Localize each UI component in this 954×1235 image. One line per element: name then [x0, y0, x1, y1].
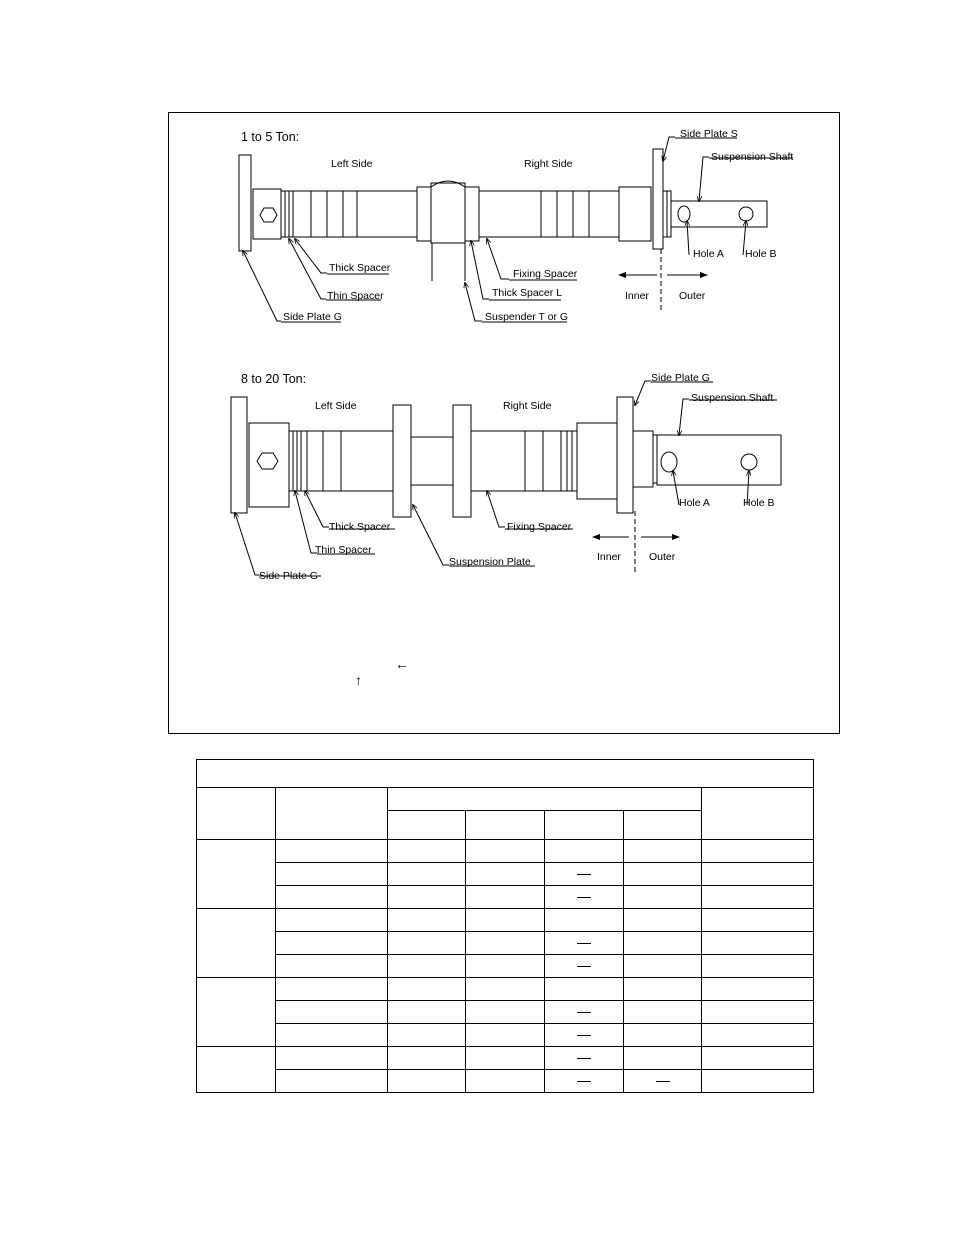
- right-side-label-2: Right Side: [503, 400, 552, 412]
- table-cell: [276, 909, 388, 932]
- table-cell: [545, 863, 624, 886]
- header-cell: [276, 788, 388, 840]
- table-cell: [702, 886, 814, 909]
- table-row: [197, 955, 814, 978]
- header-cell: [702, 788, 814, 840]
- subheader-cell: [624, 811, 702, 840]
- right-side-label-1: Right Side: [524, 158, 573, 170]
- suspension-plate-label: Suspension Plate: [449, 556, 531, 568]
- table-cell: [624, 978, 702, 1001]
- table-cell: [276, 932, 388, 955]
- table-cell: [466, 932, 545, 955]
- table-cell: [624, 863, 702, 886]
- table-cell: [702, 932, 814, 955]
- table-row: [197, 840, 814, 863]
- hole-a-label-1: Hole A: [693, 248, 724, 260]
- table-cell: [388, 909, 466, 932]
- table-row: [197, 978, 814, 1001]
- table-cell: [276, 1001, 388, 1024]
- table-cell: [702, 1024, 814, 1047]
- table-cell: [276, 1024, 388, 1047]
- table-cell: [545, 840, 624, 863]
- inner-label-2: Inner: [597, 551, 621, 563]
- arrow-left-icon: ←: [395, 656, 409, 672]
- table-cell: [702, 840, 814, 863]
- table-title-cell: [197, 760, 814, 788]
- spec-table-body: [197, 760, 814, 1093]
- dash-mark: [577, 1012, 591, 1013]
- header-group-cell: [388, 788, 702, 811]
- table-row: [197, 1001, 814, 1024]
- dash-mark: [577, 897, 591, 898]
- table-cell: [276, 840, 388, 863]
- dash-mark: [656, 1081, 670, 1082]
- side-plate-g-label-2: Side Plate G: [259, 570, 318, 582]
- table-cell: [545, 886, 624, 909]
- dash-mark: [577, 1081, 591, 1082]
- suspension-diagram: [169, 113, 841, 735]
- table-cell: [702, 1001, 814, 1024]
- hole-b-label-1: Hole B: [745, 248, 777, 260]
- table-cell: [388, 1070, 466, 1093]
- table-row: [197, 1024, 814, 1047]
- table-cell: [545, 1024, 624, 1047]
- dash-mark: [577, 1058, 591, 1059]
- diagram-1-title: 1 to 5 Ton:: [241, 130, 300, 144]
- table-cell: [545, 932, 624, 955]
- table-cell: [466, 1047, 545, 1070]
- table-cell: [388, 978, 466, 1001]
- suspension-shaft-label-2: Suspension Shaft: [691, 392, 774, 404]
- table-cell: [276, 978, 388, 1001]
- table-cell: [624, 1001, 702, 1024]
- side-plate-g-1: [239, 155, 251, 251]
- left-side-label-1: Left Side: [331, 158, 373, 170]
- fixing-spacer-label-2: Fixing Spacer: [507, 521, 572, 533]
- table-cell: [466, 1024, 545, 1047]
- dash-mark: [577, 1035, 591, 1036]
- group-cell: [197, 840, 276, 909]
- table-cell: [624, 840, 702, 863]
- table-cell: [388, 1024, 466, 1047]
- table-cell: [466, 909, 545, 932]
- side-plate-s-label: Side Plate S: [680, 128, 738, 140]
- arrow-up-icon: ↑: [355, 672, 362, 688]
- table-cell: [624, 1070, 702, 1093]
- table-cell: [276, 1070, 388, 1093]
- table-cell: [624, 1047, 702, 1070]
- dash-mark: [577, 874, 591, 875]
- subheader-cell: [388, 811, 466, 840]
- spec-table: [196, 759, 814, 1093]
- dash-mark: [577, 966, 591, 967]
- table-cell: [702, 863, 814, 886]
- table-cell: [388, 840, 466, 863]
- table-row: [197, 909, 814, 932]
- table-cell: [276, 863, 388, 886]
- group-cell: [197, 909, 276, 978]
- hole-a-label-2: Hole A: [679, 497, 710, 509]
- side-plate-g-top-label: Side Plate G: [651, 372, 710, 384]
- suspension-plate-left: [393, 405, 411, 517]
- table-cell: [388, 1001, 466, 1024]
- table-cell: [466, 840, 545, 863]
- table-title-row: [197, 760, 814, 788]
- table-cell: [276, 955, 388, 978]
- table-cell: [388, 955, 466, 978]
- table-cell: [466, 1070, 545, 1093]
- table-cell: [545, 1001, 624, 1024]
- dash-mark: [577, 943, 591, 944]
- suspender-label: Suspender T or G: [485, 311, 569, 323]
- table-cell: [466, 978, 545, 1001]
- table-cell: [624, 1024, 702, 1047]
- table-row: [197, 1070, 814, 1093]
- diagram-frame: [168, 112, 840, 734]
- thick-spacer-label-1: Thick Spacer: [329, 262, 391, 274]
- table-cell: [702, 1070, 814, 1093]
- suspension-shaft-label-1: Suspension Shaft: [711, 151, 794, 163]
- table-cell: [624, 955, 702, 978]
- table-cell: [545, 955, 624, 978]
- thin-spacer-label-2: Thin Spacer: [315, 544, 372, 556]
- table-cell: [466, 955, 545, 978]
- table-cell: [624, 909, 702, 932]
- outer-label-1: Outer: [679, 290, 706, 302]
- table-cell: [702, 978, 814, 1001]
- hex-bolt-icon: [260, 208, 277, 222]
- table-cell: [388, 886, 466, 909]
- table-row: [197, 886, 814, 909]
- thin-spacer-label-1: Thin Spacer: [327, 290, 384, 302]
- suspender-1: [431, 183, 465, 243]
- table-cell: [545, 1047, 624, 1070]
- table-cell: [545, 909, 624, 932]
- table-cell: [388, 863, 466, 886]
- table-cell: [466, 1001, 545, 1024]
- table-cell: [624, 932, 702, 955]
- table-header-row: [197, 788, 814, 811]
- group-cell: [197, 978, 276, 1047]
- side-plate-g-2: [231, 397, 247, 513]
- thick-spacer-l-label: Thick Spacer L: [492, 287, 563, 299]
- inner-label-1: Inner: [625, 290, 649, 302]
- outer-label-2: Outer: [649, 551, 676, 563]
- suspension-plate-right: [453, 405, 471, 517]
- side-plate-s-1: [653, 149, 663, 249]
- suspension-shaft-2: [657, 435, 781, 485]
- table-cell: [276, 1047, 388, 1070]
- subheader-cell: [466, 811, 545, 840]
- table-cell: [388, 932, 466, 955]
- hole-b-label-2: Hole B: [743, 497, 775, 509]
- table-row: [197, 932, 814, 955]
- table-row: [197, 1047, 814, 1070]
- left-side-label-2: Left Side: [315, 400, 357, 412]
- table-cell: [388, 1047, 466, 1070]
- table-cell: [702, 909, 814, 932]
- fixing-spacer-label-1: Fixing Spacer: [513, 268, 578, 280]
- table-cell: [545, 978, 624, 1001]
- table-cell: [545, 1070, 624, 1093]
- table-cell: [624, 886, 702, 909]
- subheader-cell: [545, 811, 624, 840]
- table-cell: [276, 886, 388, 909]
- table-cell: [702, 1047, 814, 1070]
- table-cell: [466, 863, 545, 886]
- thick-spacer-label-2: Thick Spacer: [329, 521, 391, 533]
- table-cell: [466, 886, 545, 909]
- diagram-2-title: 8 to 20 Ton:: [241, 372, 307, 386]
- side-plate-g-label-1: Side Plate G: [283, 311, 342, 323]
- side-plate-g-right: [617, 397, 633, 513]
- table-cell: [702, 955, 814, 978]
- hex-bolt-icon: [257, 453, 278, 469]
- group-cell: [197, 1047, 276, 1093]
- table-row: [197, 863, 814, 886]
- header-cell: [197, 788, 276, 840]
